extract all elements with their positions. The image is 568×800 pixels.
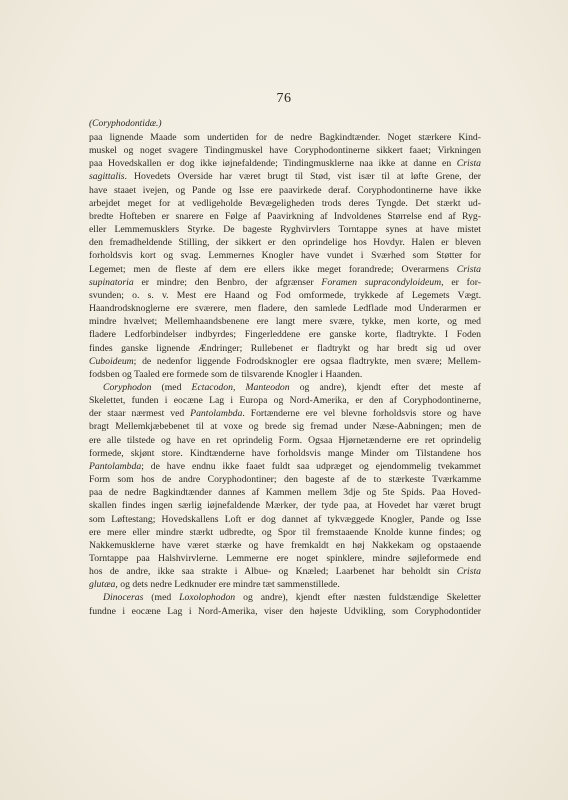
text-segment: arbejdet meget for at vedligeholde Bevægeligheden trods deres Tyngde. Det stærkt ud- [89,197,481,209]
text-line [89,302,481,315]
text-segment: muskel og noget svagere Tindingmuskel have Coryphodontinerne sikkert faaet; Virkningen [89,145,481,157]
text-segment: ; de have endnu ikke faaet fuldt saa udpræget og ejendommelig tvekammet [141,460,481,472]
italic-term: Loxolophodon [179,592,236,604]
italic-term: Coryphodon [103,381,152,393]
text-segment: ere mere eller mindre stærkt udbredte, og Spor til fremstaaende Knolde kunne findes; og [89,526,481,538]
text-segment: hos de andre, ikke saa strakte i Albue- og Knæled; Laarbenet har beholdt sin [89,566,457,578]
section-header-text: (Coryphodontidæ.) [89,119,162,129]
text-line [89,565,481,578]
text-segment: formede, skjønt store. Kindtænderne have forholdsvis mange Minder om Tilstandene hos [89,447,481,459]
text-line [89,434,481,447]
text-line [89,263,481,276]
text-segment: have staaet ivejen, og Pande og Isse ere paavirkede deraf. Coryphodontinerne have ikke [89,184,481,196]
page-number: 76 [276,91,292,106]
text-line [89,184,481,197]
text-segment: bragt Mellemkjæbebenet til at voxe og brede sig fremad under Næse-Aabningen; men de [89,421,481,433]
text-line [89,223,481,236]
text-segment: Haandrodsknoglerne ere sværere, men fladere, den samlede Ledflade mod Underarmen er [89,303,481,315]
text-line [89,539,481,552]
text-line [89,276,481,289]
text-segment: fodsben og Taaled ere formede som de tilsvarende Knogler i Haanden. [89,368,363,380]
italic-term: supinatoria [89,276,134,288]
italic-term: Foramen supracondyloideum [321,276,442,288]
italic-term: Crista [456,158,481,170]
text-line [89,578,481,591]
text-line [89,499,481,512]
text-segment: Nakkemusklerne have været stærke og have fremkaldt en høj Nakkekam og opstaaende [89,539,481,551]
italic-term: Crista [456,263,481,275]
text-segment: Legemet; men de fleste af dem ere ellers ikke meget forandrede; Overarmens [89,263,457,275]
text-line [89,381,481,394]
italic-term: Ectacodon, Manteodon [191,381,290,393]
italic-term: Pantolambda [190,408,243,420]
text-line [89,513,481,526]
italic-term: Cuboideum [89,355,134,367]
italic-term: Pantolambda [89,460,142,472]
text-line [89,210,481,223]
text-segment: . Hovedets Overside har været brugt til Stød, vist især til at løfte Grene, der [124,171,481,183]
text-line [89,315,481,328]
text-segment: forholdsvis kort og svag. Lemmernes Knogler have vundet i Sværhed som Støtter for [89,250,481,262]
text-segment: bredte Hofteben er snarere en Følge af Paavirkning af Indvoldenes Størrelse end af Ryg- [89,210,481,222]
text-segment: Torntappe paa Halshvirvlerne. Lemmerne ere noget spinklere, mindre søjleformede end [89,553,481,564]
text-segment: og andre), kjendt efter næsten fuldstændige Skeletter [235,592,482,604]
text-line [89,342,481,355]
text-segment: . Fortænderne ere vel blevne forholdsvis store og have [242,408,481,420]
text-segment: ; de nedenfor liggende Fodrodsknogler ere ogsaa fladtrykte, men svære; Mellem- [133,355,481,367]
text-line [89,486,481,499]
text-segment: og andre), kjendt efter det meste af [289,381,482,393]
text-line [89,407,481,420]
body-text [89,131,481,618]
text-segment: (med [151,381,192,393]
text-line [89,170,481,183]
text-segment: ere alle tilstede og have en ret oprindelig Form. Ogsaa Hjørnetænderne ere ret oprindelig [89,434,481,446]
text-line [89,394,481,407]
text-line [89,552,481,565]
text-segment: paa de nedre Bagkindtænder dannes af Kammen mellem 3dje og 5te Spids. Paa Hoved- [89,487,481,499]
text-line [89,447,481,460]
text-segment: svunden; o. s. v. Mest ere Haand og Fod omformede, trykkede af Legemets Vægt. [89,289,481,301]
text-segment: , og dets nedre Ledknuder ere mindre tæt sammenstillede. [115,579,340,591]
text-line [89,526,481,539]
italic-term: glutæa [89,579,116,591]
text-segment: (med [143,592,180,604]
text-line [89,236,481,249]
text-line [89,591,481,604]
text-segment: der staar nærmest ved [89,408,191,420]
text-line [89,420,481,433]
text-segment: som Løftestang; Hovedskallens Loft er dog dannet af tykvæggede Knogler, Pande og Isse [89,513,481,525]
text-line [89,144,481,157]
text-segment: fundne i eocæne Lag i Nord-Amerika, viser den højeste Udvikling, som Coryphodontider [89,605,481,617]
text-segment: paa lignende Maade som undertiden for de nedre Bagkindtænder. Noget stærkere Kind- [89,132,481,143]
section-header [89,119,162,129]
text-line [89,368,481,381]
text-line [89,249,481,262]
text-line [89,197,481,210]
text-line [89,473,481,486]
text-line [89,605,481,618]
text-line [89,328,481,341]
text-segment: Form som hos de andre Coryphodontiner; den bageste af de to stærkeste Tværkamme [89,474,481,486]
text-segment: , er for- [441,276,482,288]
text-segment: skallen findes ingen særlig iøjnefaldende Mærker, der tyde paa, at Hovedet har været brugt [89,500,481,512]
text-line [89,157,481,170]
text-segment: mindre hvælvet; Mellemhaandsbenene ere langt mere svære, tykke, men korte, og med [89,316,481,328]
text-segment: fladere Ledforbindelser indbyrdes; Fingerleddene ere ganske korte, fladtrykte. I Foden [89,329,481,341]
text-line [89,131,481,144]
italic-term: Crista [456,566,481,578]
text-line [89,289,481,302]
italic-term: Dinoceras [103,592,144,604]
text-line [89,355,481,368]
text-segment: Skelettet, funden i eocæne Lag i Europa og Nord-Amerika, er den af Coryphodontinerne, [89,395,481,407]
text-segment: er mindre; den Benbro, der afgrænser [133,276,322,288]
text-segment: den fremadheldende Stilling, der sikkert er den oprindelige hos Hovdyr. Halen er bleven [89,237,481,249]
italic-term: sagittalis [89,171,125,183]
text-segment: paa Hovedskallen er dog ikke iøjnefaldende; Tindingmusklerne naa ikke at danne en [89,158,457,170]
text-segment: eller Lemmemusklers Styrke. De bageste Ryghvirvlers Torntappe synes at have mistet [89,224,481,236]
text-line [89,460,481,473]
text-segment: findes ganske lignende Ændringer; Rullebenet er fladtrykt og har bredt sig ud over [89,342,481,354]
